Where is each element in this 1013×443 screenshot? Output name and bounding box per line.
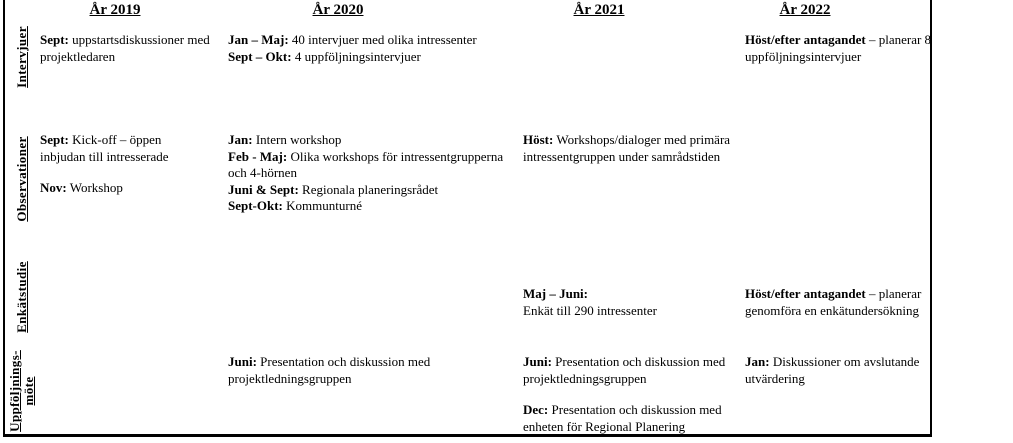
cell-observationer-2020: Jan: Intern workshop Feb - Maj: Olika workshops för intressentgrupperna och 4-hörnen Juni & Sept: Regionala planeringsrådet Sept-Okt: Kommunturné: [228, 132, 504, 213]
cell-observationer-2021: Höst: Workshops/dialoger med primära intressentgruppen under samrådstiden: [523, 132, 731, 164]
cell-intervjuer-2020: Jan – Maj: 40 intervjuer med olika intressenter Sept – Okt: 4 uppföljningsintervjuer: [228, 32, 477, 64]
column-header-2021: År 2021: [573, 2, 625, 18]
cell-intervjuer-2022: Höst/efter antagandet – planerar 8 uppföljningsintervjuer: [745, 32, 932, 64]
cell-uppfoljningsmote-2022: Jan: Diskussioner om avslutande utvärdering: [745, 354, 920, 386]
row-label-intervjuer: Intervjuer: [14, 26, 29, 88]
column-header-2022: År 2022: [779, 2, 831, 18]
column-header-2019: År 2019: [89, 2, 141, 18]
table-bottom-border: [3, 434, 932, 437]
row-label-enkatstudie: Enkätstudie: [14, 261, 29, 333]
row-label-observationer: Observationer: [14, 136, 29, 222]
cell-intervjuer-2019: Sept: uppstartsdiskussioner med projektledaren: [40, 32, 210, 64]
cell-uppfoljningsmote-2021: Juni: Presentation och diskussion med projektledningsgruppen Dec: Presentation och diskussion med enheten för Regional Planering: [523, 354, 726, 434]
row-label-uppfoljningsmote: Uppföljnings- möte: [7, 350, 36, 432]
cell-enkatstudie-2022: Höst/efter antagandet – planerar genomföra en enkätundersökning: [745, 286, 922, 318]
table-right-border: [930, 0, 932, 437]
column-header-2020: År 2020: [312, 2, 364, 18]
cell-uppfoljningsmote-2020: Juni: Presentation och diskussion med projektledningsgruppen: [228, 354, 431, 386]
cell-enkatstudie-2021: Maj – Juni: Enkät till 290 intressenter: [523, 286, 657, 318]
table-left-border: [3, 0, 5, 437]
cell-observationer-2019: Sept: Kick-off – öppen inbjudan till intresserade Nov: Workshop: [40, 132, 169, 195]
